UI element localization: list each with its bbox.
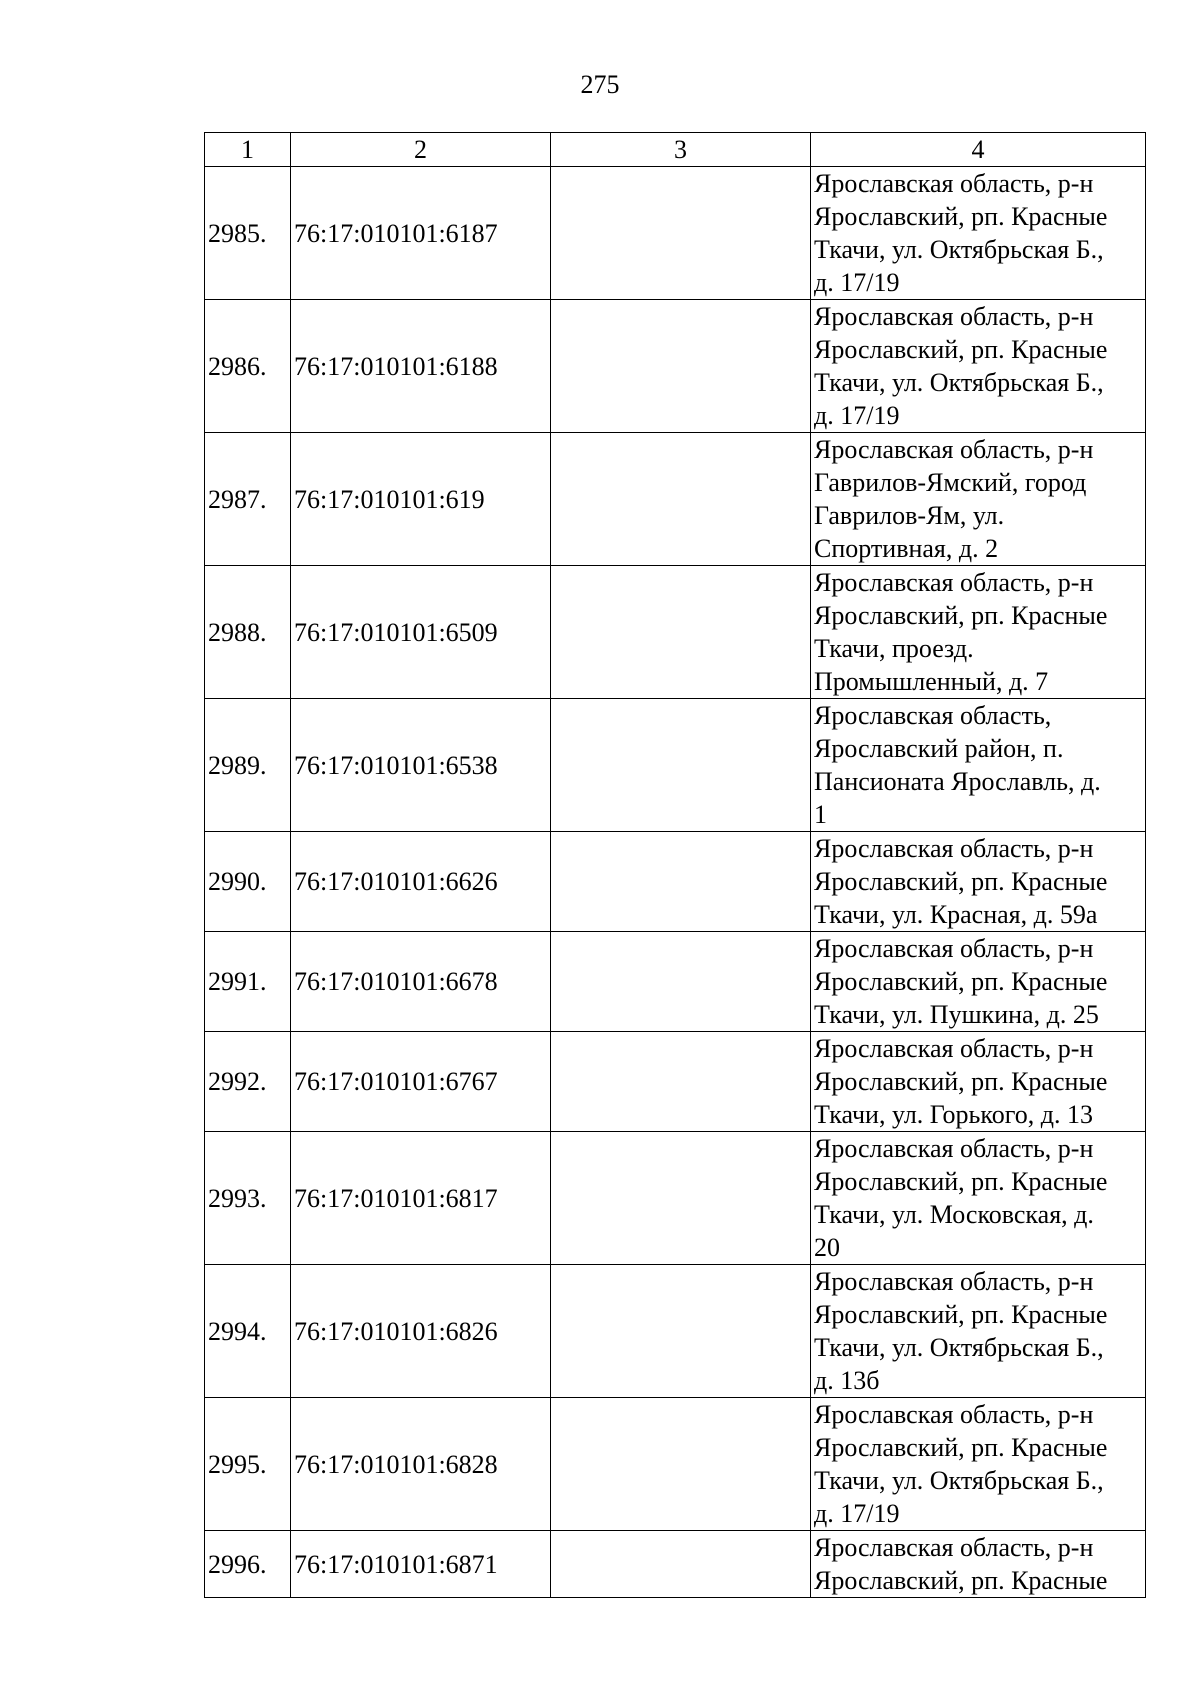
table-body	[205, 167, 1146, 1598]
empty-cell	[551, 1531, 811, 1598]
header-col-2: 2	[291, 133, 551, 167]
cadastral-number-cell: 76:17:010101:619	[291, 433, 551, 566]
row-number-cell: 2993.	[205, 1132, 291, 1265]
address-cell: Ярославская область, р-н Ярославский, рп. Красные Ткачи, ул. Горького, д. 13	[811, 1032, 1146, 1132]
row-number-cell: 2992.	[205, 1032, 291, 1132]
address-cell: Ярославская область, р-н Ярославский, рп. Красные Ткачи, ул. Октябрьская Б., д. 17/19	[811, 167, 1146, 300]
empty-cell	[551, 566, 811, 699]
address-cell: Ярославская область, р-н Гаврилов-Ямский, город Гаврилов-Ям, ул. Спортивная, д. 2	[811, 433, 1146, 566]
address-cell: Ярославская область, р-н Ярославский, рп. Красные Ткачи, ул. Октябрьская Б., д. 13б	[811, 1265, 1146, 1398]
cadastral-number-cell: 76:17:010101:6626	[291, 832, 551, 932]
address-cell: Ярославская область, р-н Ярославский, рп. Красные Ткачи, ул. Красная, д. 59а	[811, 832, 1146, 932]
empty-cell	[551, 167, 811, 300]
table-row	[205, 1032, 1146, 1132]
cadastral-number-cell: 76:17:010101:6871	[291, 1531, 551, 1598]
empty-cell	[551, 1265, 811, 1398]
table-row	[205, 1132, 1146, 1265]
empty-cell	[551, 832, 811, 932]
row-number-cell: 2987.	[205, 433, 291, 566]
empty-cell	[551, 300, 811, 433]
address-cell: Ярославская область, р-н Ярославский, рп. Красные Ткачи, проезд. Промышленный, д. 7	[811, 566, 1146, 699]
row-number-cell: 2994.	[205, 1265, 291, 1398]
cadastral-number-cell: 76:17:010101:6509	[291, 566, 551, 699]
table-header-row	[205, 133, 1146, 167]
empty-cell	[551, 433, 811, 566]
table-row	[205, 1265, 1146, 1398]
empty-cell	[551, 1132, 811, 1265]
header-col-1: 1	[205, 133, 291, 167]
property-table	[204, 132, 1146, 1598]
page-number: 275	[580, 70, 620, 99]
cadastral-number-cell: 76:17:010101:6538	[291, 699, 551, 832]
address-cell: Ярославская область, Ярославский район, п. Пансионата Ярославль, д. 1	[811, 699, 1146, 832]
header-col-4: 4	[811, 133, 1146, 167]
cadastral-number-cell: 76:17:010101:6828	[291, 1398, 551, 1531]
row-number-cell: 2989.	[205, 699, 291, 832]
table-row	[205, 932, 1146, 1032]
table-row	[205, 167, 1146, 300]
cadastral-number-cell: 76:17:010101:6678	[291, 932, 551, 1032]
row-number-cell: 2988.	[205, 566, 291, 699]
address-cell: Ярославская область, р-н Ярославский, рп. Красные	[811, 1531, 1146, 1598]
cadastral-number-cell: 76:17:010101:6188	[291, 300, 551, 433]
address-cell: Ярославская область, р-н Ярославский, рп. Красные Ткачи, ул. Московская, д. 20	[811, 1132, 1146, 1265]
cadastral-number-cell: 76:17:010101:6826	[291, 1265, 551, 1398]
row-number-cell: 2985.	[205, 167, 291, 300]
empty-cell	[551, 1398, 811, 1531]
table-row	[205, 832, 1146, 932]
address-cell: Ярославская область, р-н Ярославский, рп. Красные Ткачи, ул. Октябрьская Б., д. 17/19	[811, 300, 1146, 433]
cadastral-number-cell: 76:17:010101:6817	[291, 1132, 551, 1265]
table-row	[205, 433, 1146, 566]
cadastral-number-cell: 76:17:010101:6767	[291, 1032, 551, 1132]
row-number-cell: 2995.	[205, 1398, 291, 1531]
table-row	[205, 1398, 1146, 1531]
row-number-cell: 2996.	[205, 1531, 291, 1598]
cadastral-number-cell: 76:17:010101:6187	[291, 167, 551, 300]
table-row	[205, 300, 1146, 433]
header-col-3: 3	[551, 133, 811, 167]
table-row	[205, 699, 1146, 832]
empty-cell	[551, 1032, 811, 1132]
address-cell: Ярославская область, р-н Ярославский, рп. Красные Ткачи, ул. Октябрьская Б., д. 17/19	[811, 1398, 1146, 1531]
empty-cell	[551, 932, 811, 1032]
row-number-cell: 2990.	[205, 832, 291, 932]
row-number-cell: 2991.	[205, 932, 291, 1032]
table-row	[205, 1531, 1146, 1598]
table-row	[205, 566, 1146, 699]
address-cell: Ярославская область, р-н Ярославский, рп. Красные Ткачи, ул. Пушкина, д. 25	[811, 932, 1146, 1032]
row-number-cell: 2986.	[205, 300, 291, 433]
empty-cell	[551, 699, 811, 832]
